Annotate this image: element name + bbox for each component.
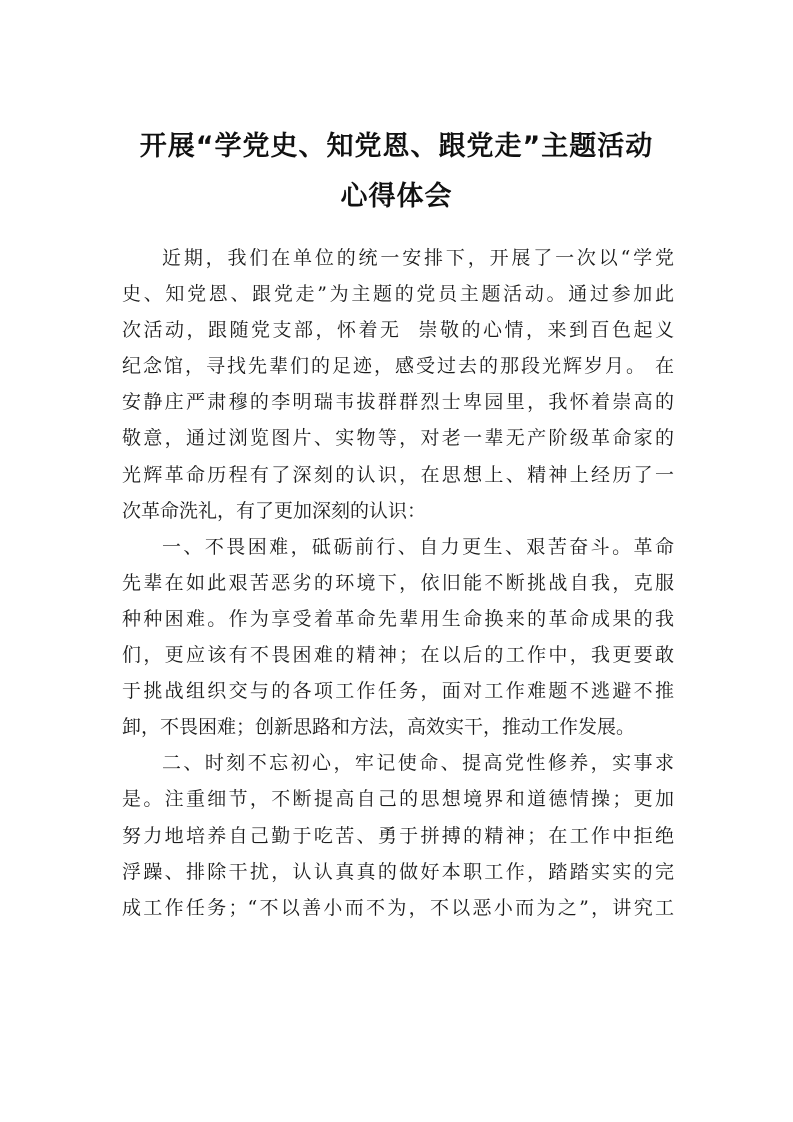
paragraph-line: 纪念馆，寻找先辈们的足迹，感受过去的那段光辉岁月。 在: [122, 355, 674, 378]
paragraph-line: 次革命洗礼，有了更加深刻的认识：: [122, 499, 427, 522]
paragraph-line: 安静庄严肃穆的李明瑞韦拔群群烈士卑园里，我怀着崇高的: [122, 391, 674, 414]
paragraph-line: 先辈在如此艰苦恶劣的环境下，依旧能不断挑战自我，克服: [122, 571, 674, 594]
paragraph-line: 史、知党恩、跟党走”为主题的党员主题活动。通过参加此: [122, 283, 674, 306]
paragraph-line: 种种困难。作为享受着革命先辈用生命换来的革命成果的我: [122, 607, 674, 630]
paragraph-line: 二、时刻不忘初心，牢记使命、提高党性修养，实事求: [162, 752, 674, 775]
paragraph-line: 努力地培养自己勤于吃苦、勇于拼搏的精神；在工作中拒绝: [122, 824, 674, 847]
paragraph-line: 近期，我们在单位的统一安排下，开展了一次以“学党: [162, 247, 674, 269]
paragraph-line: 们，更应该有不畏困难的精神；在以后的工作中，我更要敢: [122, 644, 674, 667]
paragraph-line: 敬意，通过浏览图片、实物等，对老一辈无产阶级革命家的: [122, 427, 674, 450]
paragraph-line: 卸，不畏困难；创新思路和方法，高效实干，推动工作发展。: [122, 716, 636, 739]
document-body: [122, 240, 674, 926]
paragraph-line: 成工作任务；“不以善小而不为，不以恶小而为之”，讲究工: [122, 896, 674, 919]
paragraph-line: 浮躁、排除干扰，认认真真的做好本职工作，踏踏实实的完: [122, 860, 674, 883]
paragraph-line: 于挑战组织交与的各项工作任务，面对工作难题不逃避不推: [122, 680, 674, 703]
paragraph-line: 一、不畏困难，砥砺前行、自力更生、艰苦奋斗。革命: [162, 535, 674, 558]
paragraph-line: 光辉革命历程有了深刻的认识，在思想上、精神上经历了一: [122, 463, 674, 486]
paragraph-line: 是。注重细节，不断提高自己的思想境界和道德情操；更加: [122, 788, 674, 811]
document-title-line-2: 心得体会: [340, 181, 453, 212]
document-title-line-1: 开展“学党史、知党恩、跟党走”主题活动: [139, 131, 654, 162]
paragraph-line: 次活动，跟随党支部，怀着无 崇敬的心情，来到百色起义: [122, 319, 674, 342]
